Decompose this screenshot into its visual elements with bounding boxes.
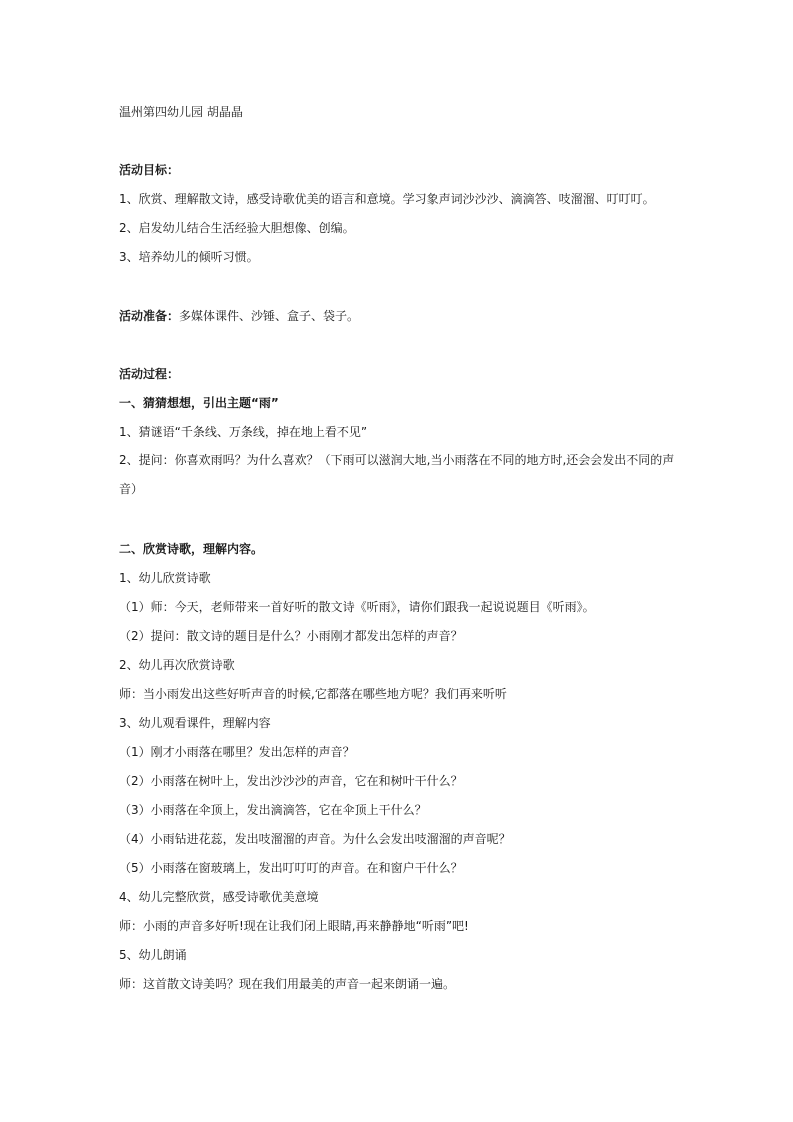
part1-heading: 一、猜猜想想，引出主题“雨” [119,396,279,410]
part2-item: 3、幼儿观看课件，理解内容 [119,716,271,730]
part2-item: （1）刚才小雨落在哪里？发出怎样的声音？ [119,745,355,759]
part2-item: 2、幼儿再次欣赏诗歌 [119,658,235,672]
prep-text: 多媒体课件、沙锤、盒子、袋子。 [179,309,360,323]
part2-heading: 二、欣赏诗歌，理解内容。 [119,542,264,556]
prep-heading: 活动准备： [119,309,180,323]
part1-item: 1、猜谜语“千条线、万条线，掉在地上看不见” [119,425,368,439]
prep-line [119,308,679,324]
part2-item: （3）小雨落在伞顶上，发出滴滴答，它在伞顶上干什么？ [119,803,427,817]
goals-heading: 活动目标： [119,163,180,177]
part2-item: （1）师：今天，老师带来一首好听的散文诗《听雨》，请你们跟我一起说说题目《听雨》。 [119,600,595,614]
goal-item: 1、欣赏、理解散文诗，感受诗歌优美的语言和意境。学习象声词沙沙沙、滴滴答、吱溜溜、叮叮叮。 [119,192,655,206]
part2-item: （2）小雨落在树叶上，发出沙沙沙的声音，它在和树叶干什么？ [119,774,463,788]
part2-item: 师：这首散文诗美吗？现在我们用最美的声音一起来朗诵一遍。 [119,977,456,991]
part2-item: 师：当小雨发出这些好听声音的时候,它都落在哪些地方呢？我们再来听听 [119,687,507,701]
part2-item: （2）提问：散文诗的题目是什么？小雨刚才都发出怎样的声音？ [119,629,463,643]
part1-item: 2、提问：你喜欢雨吗？为什么喜欢？（下雨可以滋润大地,当小雨落在不同的地方时,还会会发出不同的声音） [119,453,675,496]
process-heading: 活动过程： [119,367,180,381]
author-line: 温州第四幼儿园 胡晶晶 [119,105,243,119]
part2-item: （4）小雨钻进花蕊，发出吱溜溜的声音。为什么会发出吱溜溜的声音呢？ [119,832,511,846]
part2-item: （5）小雨落在窗玻璃上，发出叮叮叮的声音。在和窗户干什么？ [119,861,463,875]
part2-item: 1、幼儿欣赏诗歌 [119,571,211,585]
goal-item: 3、培养幼儿的倾听习惯。 [119,250,259,264]
goal-item: 2、启发幼儿结合生活经验大胆想像、创编。 [119,221,355,235]
part2-item: 师：小雨的声音多好听!现在让我们闭上眼睛,再来静静地“听雨”吧! [119,919,469,933]
part2-item: 5、幼儿朗诵 [119,948,187,962]
part2-item: 4、幼儿完整欣赏，感受诗歌优美意境 [119,890,319,904]
